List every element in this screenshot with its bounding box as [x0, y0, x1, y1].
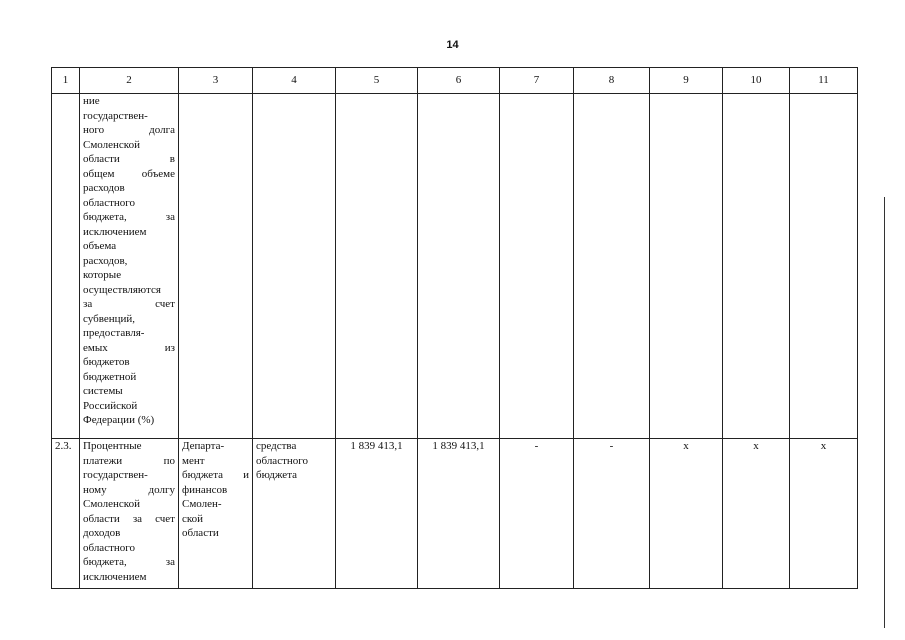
text-line: Смолен-: [182, 498, 222, 510]
text-line: бюджетов: [83, 356, 130, 368]
text-line: областного: [256, 454, 309, 467]
table-cell-num: 2.3.: [52, 439, 80, 589]
text-line: мент: [182, 454, 205, 467]
text-line: ного долга: [83, 124, 175, 136]
text-line: исключением: [83, 570, 147, 583]
header-cell: 10: [723, 68, 790, 94]
text-line: системы: [83, 385, 123, 397]
text-line: областного: [83, 196, 136, 209]
table-cell-col6: 1 839 413,1: [418, 439, 500, 589]
table-cell-col6: [418, 94, 500, 439]
header-cell: 4: [253, 68, 336, 94]
text-line: субвенций,: [83, 312, 135, 325]
page-number: 14: [446, 39, 459, 51]
text-line: Процентные: [83, 440, 142, 452]
header-cell: 2: [80, 68, 179, 94]
text-line: ному долгу: [83, 483, 175, 496]
header-cell: 5: [336, 68, 418, 94]
text-line: государствен-: [83, 469, 148, 481]
table-cell-source: [253, 439, 336, 589]
table-cell-col7: -: [500, 439, 574, 589]
header-cell: 1: [52, 68, 80, 94]
text-line: ской: [182, 512, 204, 525]
text-line: доходов: [83, 527, 121, 539]
table-cell-col9: [650, 94, 723, 439]
text-line: области: [182, 527, 219, 539]
text-line: бюджета, за: [83, 556, 175, 568]
text-line: расходов: [83, 182, 125, 194]
text-line: области за счет: [83, 512, 175, 525]
header-row: [52, 68, 858, 94]
text-line: Российской: [83, 399, 138, 412]
text-line: объема: [83, 240, 117, 252]
text-line: бюджета и: [182, 469, 249, 481]
table-cell-col5: [336, 94, 418, 439]
header-cell: 11: [790, 68, 858, 94]
text-line: бюджета, за: [83, 211, 175, 223]
table-row-2-3: [52, 439, 858, 589]
text-line: ние: [83, 95, 100, 107]
text-line: которые: [83, 269, 122, 281]
table-cell-col10: х: [723, 439, 790, 589]
header-cell: 8: [574, 68, 650, 94]
table-cell-col10: [723, 94, 790, 439]
table-cell-source: [253, 94, 336, 439]
table-cell-col11: х: [790, 439, 858, 589]
text-line: бюджета: [256, 469, 298, 481]
text-line: бюджетной: [83, 370, 137, 383]
text-line: платежи по: [83, 454, 175, 467]
text-line: расходов,: [83, 254, 128, 267]
text-line: за счет: [83, 298, 175, 310]
header-cell: 9: [650, 68, 723, 94]
table-cell-col11: [790, 94, 858, 439]
header-cell: 6: [418, 68, 500, 94]
text-line: государствен-: [83, 109, 148, 122]
text-line: Смоленской: [83, 498, 140, 510]
text-line: общем объеме: [83, 167, 175, 180]
table-cell-num: [52, 94, 80, 439]
text-line: области в: [83, 153, 175, 165]
budget-table: [51, 67, 858, 589]
table-cell-indicator-name: [80, 439, 179, 589]
text-line: емых из: [83, 341, 175, 354]
text-line: предоставля-: [83, 327, 145, 339]
margin-line: [884, 197, 885, 628]
header-cell: 3: [179, 68, 253, 94]
text-line: исключением: [83, 225, 147, 238]
table-row-continuation: [52, 94, 858, 439]
table-cell-col7: [500, 94, 574, 439]
text-line: Федерации (%): [83, 414, 155, 426]
text-line: областного: [83, 541, 136, 554]
table-cell-executor: [179, 94, 253, 439]
text-line: средства: [256, 440, 297, 452]
text-line: Смоленской: [83, 138, 140, 151]
text-line: финансов: [182, 483, 228, 496]
table-cell-indicator-name: [80, 94, 179, 439]
table-cell-executor: [179, 439, 253, 589]
table-cell-col8: -: [574, 439, 650, 589]
table-cell-col8: [574, 94, 650, 439]
table-cell-col5: 1 839 413,1: [336, 439, 418, 589]
table-cell-col9: х: [650, 439, 723, 589]
text-line: осуществляются: [83, 283, 161, 296]
header-cell: 7: [500, 68, 574, 94]
text-line: Департа-: [182, 440, 225, 452]
